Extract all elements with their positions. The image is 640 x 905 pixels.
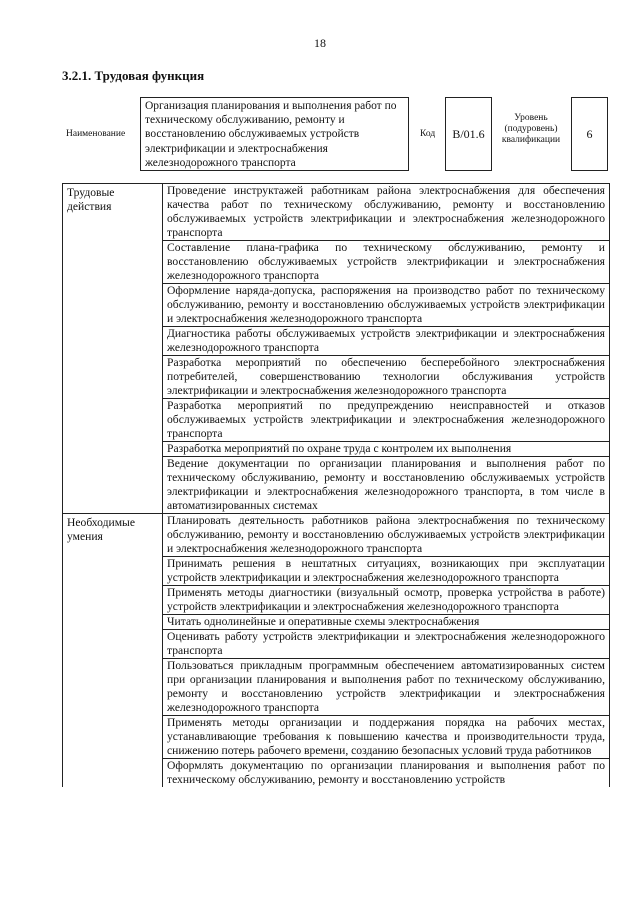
name-value-box: Организация планирования и выполнения работ по техническому обслуживанию, ремонту и восстановлению обслуживаемых устройств электрификации и электроснабжения железнодорожного транспорта [140,97,409,171]
code-value: В/01.6 [452,126,485,141]
table-cell: Разработка мероприятий по охране труда с контролем их выполнения [163,442,610,457]
group-label: Необходимые умения [63,514,163,788]
table-cell: Проведение инструктажей работникам района электроснабжения для обеспечения качества работ по техническому обслуживанию, ремонту и восстановлению обслуживаемых устройств электрификации и электроснабжения железнодорожного транспорта [163,184,610,241]
table-cell: Диагностика работы обслуживаемых устройств электрификации и электроснабжения железнодорожного транспорта [163,327,610,356]
table-cell: Составление плана-графика по техническому обслуживанию, ремонту и восстановлению обслуживаемых устройств электрификации и электроснабжения железнодорожного транспорта [163,241,610,284]
page-number: 18 [314,36,326,50]
level-value-box [571,97,608,171]
table-cell: Ведение документации по организации планирования и выполнения работ по техническому обслуживанию, ремонту и восстановлению обслуживаемых устройств электрификации и электроснабжения железнодорожного транспорта, в том числе в автоматизированных системах [163,457,610,514]
level-label: Уровень (подуровень) квалификации [501,113,561,145]
table-cell: Разработка мероприятий по обеспечению бесперебойного электроснабжения потребителей, совершенствованию технологии обслуживания устройств электрификации и электроснабжения железнодорожного транспорта [163,356,610,399]
function-header [62,95,610,175]
table-row [63,184,610,241]
level-value: 6 [586,126,593,141]
table-cell: Применять методы диагностики (визуальный осмотр, проверка устройства в работе) устройств электрификации и электроснабжения железнодорожного транспорта [163,586,610,615]
section-title: 3.2.1. Трудовая функция [62,68,205,83]
table-cell: Применять методы организации и поддержания порядка на рабочих местах, устанавливающие требования к повышению качества и производительности труда, снижению потерь рабочего времени, созданию безопасных условий труда работников [163,716,610,759]
table-cell: Оценивать работу устройств электрификации и электроснабжения железнодорожного транспорта [163,630,610,659]
table-cell: Оформлять документацию по организации планирования и выполнения работ по техническому обслуживанию, ремонту и восстановлению устройств [163,759,610,788]
table-cell: Пользоваться прикладным программным обеспечением автоматизированных систем при организации планирования и выполнения работ по техническому обслуживанию, ремонту и восстановлению устройств электрификации и электроснабжения железнодорожного транспорта [163,659,610,716]
function-table [62,183,610,787]
table-cell: Планировать деятельность работников района электроснабжения по техническому обслуживанию, ремонту и восстановлению обслуживаемых устройств электрификации и электроснабжения железнодорожного транспорта [163,514,610,557]
table-row [63,514,610,557]
code-label: Код [420,129,436,139]
table-cell: Принимать решения в нештатных ситуациях, возникающих при эксплуатации устройств электрификации и электроснабжения железнодорожного транспорта [163,557,610,586]
table-cell: Разработка мероприятий по предупреждению неисправностей и отказов обслуживаемых устройств электрификации и электроснабжения железнодорожного транспорта [163,399,610,442]
code-value-box [445,97,492,171]
table-cell: Оформление наряда-допуска, распоряжения на производство работ по техническому обслуживанию, ремонту и восстановлению обслуживаемых устройств электрификации и электроснабжения железнодорожного транспорта [163,284,610,327]
group-label: Трудовые действия [63,184,163,514]
name-label: Наименование [66,129,126,139]
table-cell: Читать однолинейные и оперативные схемы электроснабжения [163,615,610,630]
